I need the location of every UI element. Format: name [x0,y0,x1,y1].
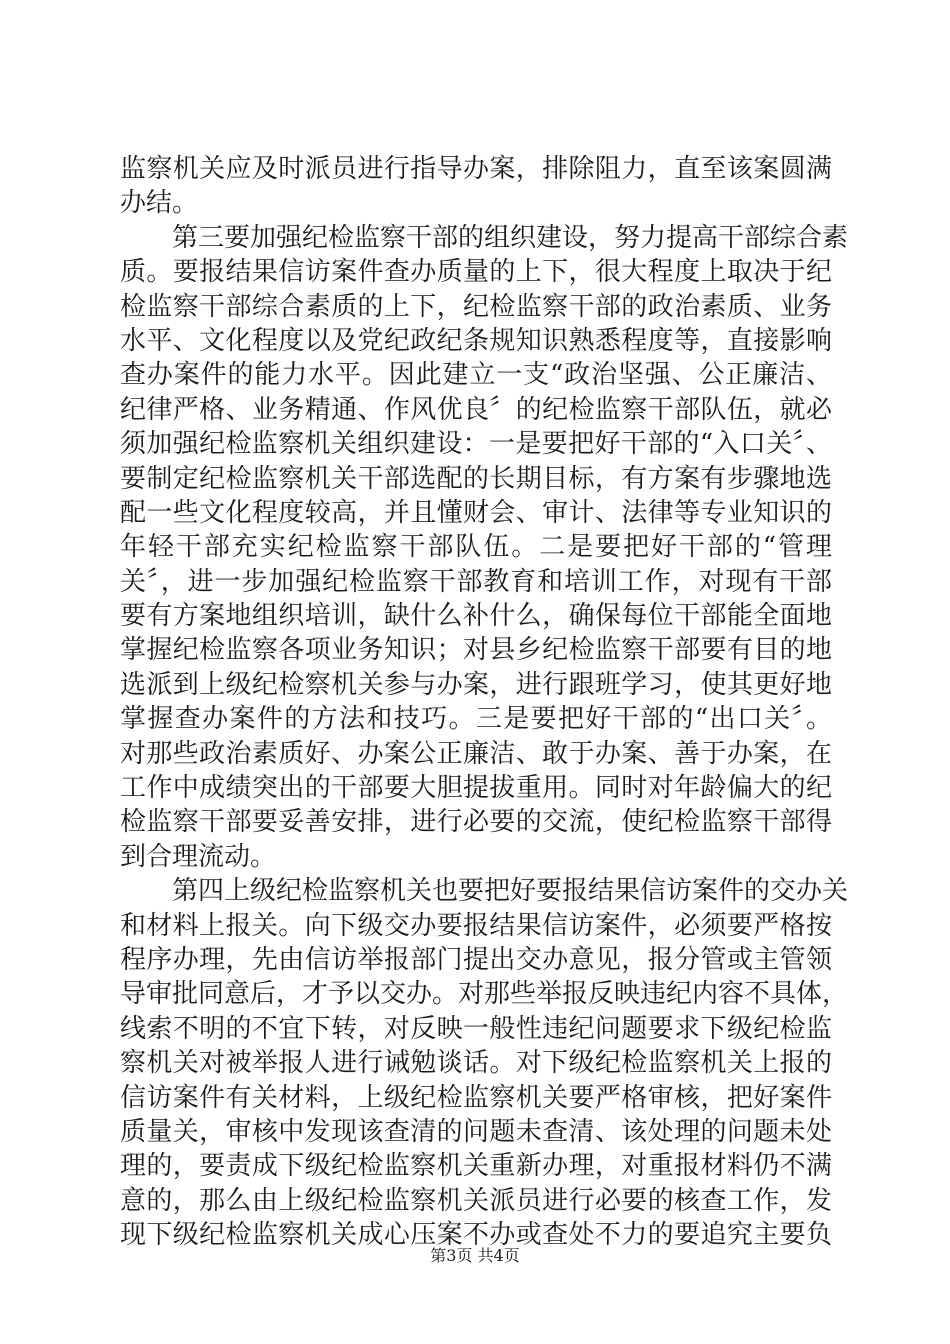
text-line: 到合理流动。 [120,841,277,872]
text-line: 监察机关应及时派员进行指导办案，排除阻力，直至该案圆满 [120,154,832,184]
page-footer: 第3页 共4页 [430,1246,520,1265]
text-line: 线索不明的不宜下转，对反映一般性违纪问题要求下级纪检监 [120,1013,832,1044]
text-line: 信访案件有关材料，上级纪检监察机关要严格审核，把好案件 [120,1082,832,1113]
text-line: 要制定纪检监察机关干部选配的长期目标，有方案有步骤地选 [120,463,832,494]
text-line: 配一些文化程度较高，并且懂财会、审计、法律等专业知识的 [120,497,832,528]
text-line: 第四上级纪检监察机关也要把好要报结果信访案件的交办关 [172,876,849,907]
text-line: 现下级纪检监察机关成心压案不办或查处不力的要追究主要负 [120,1220,832,1251]
text-line: 关〞，进一步加强纪检监察干部教育和培训工作，对现有干部 [120,566,832,597]
text-line: 意的，那么由上级纪检监察机关派员进行必要的核查工作，发 [120,1185,832,1216]
text-line: 质。要报结果信访案件查办质量的上下，很大程度上取决于纪 [120,257,832,288]
text-line: 和材料上报关。向下级交办要报结果信访案件，必须要严格按 [120,910,832,941]
text-line: 察机关对被举报人进行诫勉谈话。对下级纪检监察机关上报的 [120,1048,832,1079]
text-line: 程序办理，先由信访举报部门提出交办意见，报分管或主管领 [120,944,832,975]
text-line: 须加强纪检监察机关组织建设：一是要把好干部的“入口关〞、 [120,429,832,460]
text-line: 纪律严格、业务精通、作风优良〞的纪检监察干部队伍，就必 [120,394,832,425]
text-line: 年轻干部充实纪检监察干部队伍。二是要把好干部的“管理 [120,532,832,563]
text-line: 工作中成绩突出的干部要大胆提拔重用。同时对年龄偏大的纪 [120,773,832,804]
text-line: 选派到上级纪检察机关参与办案，进行跟班学习，使其更好地 [120,669,832,700]
text-line: 掌握查办案件的方法和技巧。三是要把好干部的“出口关〞。 [120,704,832,735]
text-line: 理的，要责成下级纪检监察机关重新办理，对重报材料仍不满 [120,1151,832,1182]
text-line: 检监察干部要妥善安排，进行必要的交流，使纪检监察干部得 [120,807,832,838]
text-line: 导审批同意后，才予以交办。对那些举报反映违纪内容不具体， [120,979,849,1010]
text-line: 办结。 [120,188,199,219]
text-line: 对那些政治素质好、办案公正廉洁、敢于办案、善于办案，在 [120,738,832,769]
text-line: 查办案件的能力水平。因此建立一支“政治坚强、公正廉洁、 [120,360,832,391]
text-line: 检监察干部综合素质的上下，纪检监察干部的政治素质、业务 [120,291,832,322]
text-line: 质量关，审核中发现该查清的问题未查清、该处理的问题未处 [120,1116,832,1147]
text-line: 第三要加强纪检监察干部的组织建设，努力提高干部综合素 [172,222,849,253]
text-line: 要有方案地组织培训，缺什么补什么，确保每位干部能全面地 [120,601,832,632]
text-line: 掌握纪检监察各项业务知识；对县乡纪检监察干部要有目的地 [120,635,832,666]
text-line: 水平、文化程度以及党纪政纪条规知识熟悉程度等，直接影响 [120,325,832,356]
body-text [120,152,849,1253]
